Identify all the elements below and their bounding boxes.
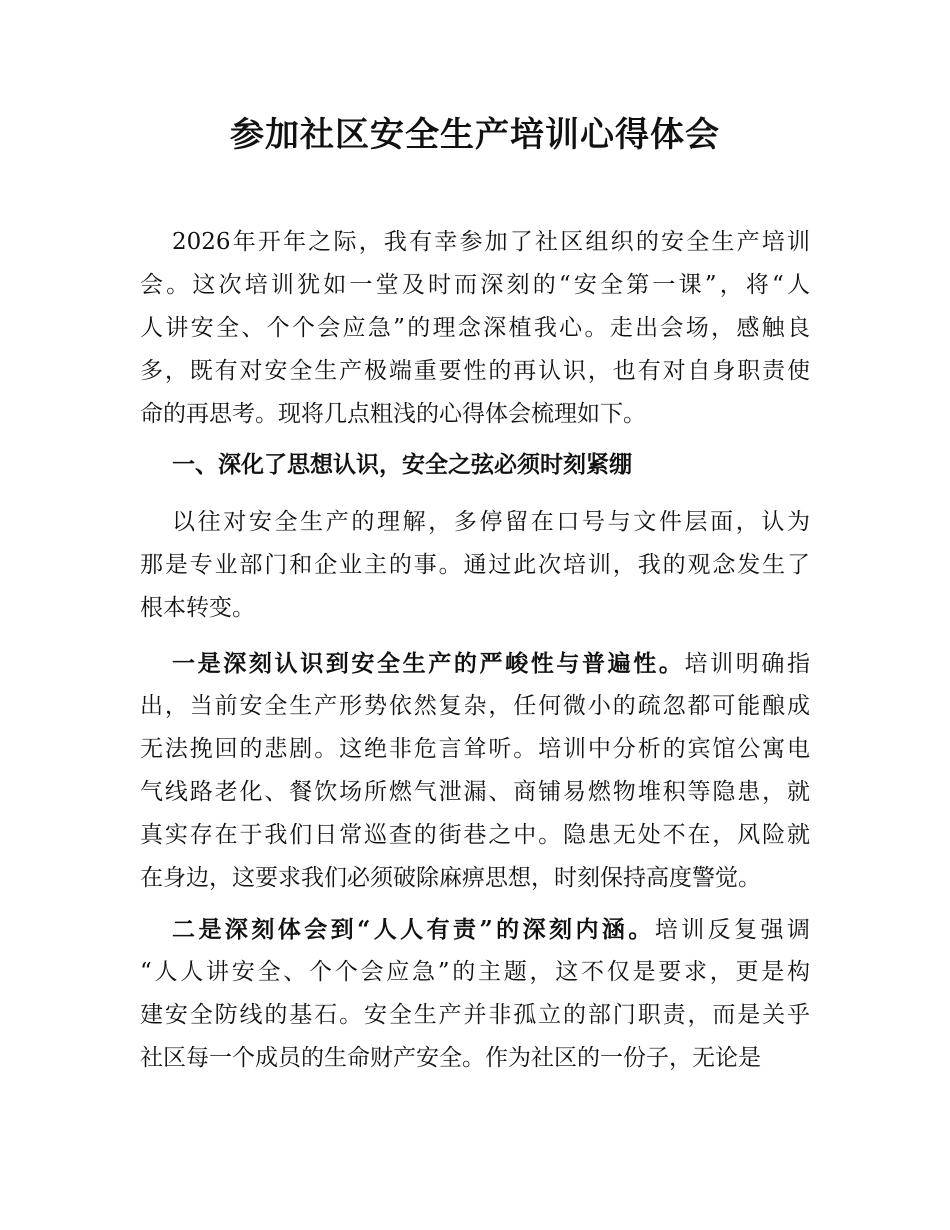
text-line	[140, 264, 810, 307]
document-body	[140, 221, 810, 1080]
text-line	[140, 501, 810, 544]
line-text: 气线路老化、餐饮场所燃气泄漏、商铺易燃物堆积等隐患，就	[140, 779, 810, 805]
text-line	[140, 221, 810, 264]
section-heading	[140, 443, 810, 486]
line-text: 无法挽回的悲剧。这绝非危言耸听。培训中分析的宾馆公寓电	[140, 736, 810, 762]
text-line	[140, 307, 810, 350]
text-line	[140, 587, 810, 630]
text-line	[140, 443, 810, 486]
line-text: 以往对安全生产的理解，多停留在口号与文件层面，认为	[172, 509, 810, 535]
text-line	[140, 685, 810, 728]
text-line	[140, 814, 810, 857]
line-text: 2026年开年之际，我有幸参加了社区组织的安全生产培训	[172, 229, 810, 255]
text-line	[140, 1037, 810, 1080]
text-line	[140, 544, 810, 587]
text-line	[140, 642, 810, 685]
line-text: 真实存在于我们日常巡查的街巷之中。隐患无处不在，风险就	[140, 822, 810, 848]
bold-lead: 一是深刻认识到安全生产的严峻性与普遍性。	[172, 650, 685, 677]
line-text: 社区每一个成员的生命财产安全。作为社区的一份子，无论是	[140, 1045, 761, 1071]
paragraph	[140, 908, 810, 1080]
line-text: 在身边，这要求我们必须破除麻痹思想，时刻保持高度警觉。	[140, 865, 761, 891]
line-text: 培训明确指	[684, 651, 810, 677]
line-text: 培训反复强调	[654, 917, 810, 943]
line-text: 多，既有对安全生产极端重要性的再认识，也有对自身职责使	[140, 358, 810, 384]
text-line	[140, 350, 810, 393]
line-text: “人人讲安全、个个会应急”的主题，这不仅是要求，更是构	[140, 959, 810, 985]
line-text: 建安全防线的基石。安全生产并非孤立的部门职责，而是关乎	[140, 1002, 810, 1028]
text-line	[140, 994, 810, 1037]
line-text: 命的再思考。现将几点粗浅的心得体会梳理如下。	[140, 401, 646, 427]
bold-lead: 二是深刻体会到“人人有责”的深刻内涵。	[172, 916, 655, 943]
bold-lead: 一、深化了思想认识，安全之弦必须时刻紧绷	[172, 451, 632, 478]
paragraph	[140, 221, 810, 436]
text-line	[140, 857, 810, 900]
line-text: 出，当前安全生产形势依然复杂，任何微小的疏忽都可能酿成	[140, 693, 810, 719]
text-line	[140, 728, 810, 771]
paragraph	[140, 642, 810, 900]
line-text: 会。这次培训犹如一堂及时而深刻的“安全第一课”，将“人	[140, 272, 810, 298]
line-text: 人讲安全、个个会应急”的理念深植我心。走出会场，感触良	[140, 315, 810, 341]
line-text: 那是专业部门和企业主的事。通过此次培训，我的观念发生了	[140, 552, 810, 578]
text-line	[140, 771, 810, 814]
document-title: 参加社区安全生产培训心得体会	[230, 115, 720, 155]
line-text: 根本转变。	[140, 595, 255, 621]
paragraph	[140, 501, 810, 630]
text-line	[140, 951, 810, 994]
text-line	[140, 908, 810, 951]
text-line	[140, 393, 810, 436]
